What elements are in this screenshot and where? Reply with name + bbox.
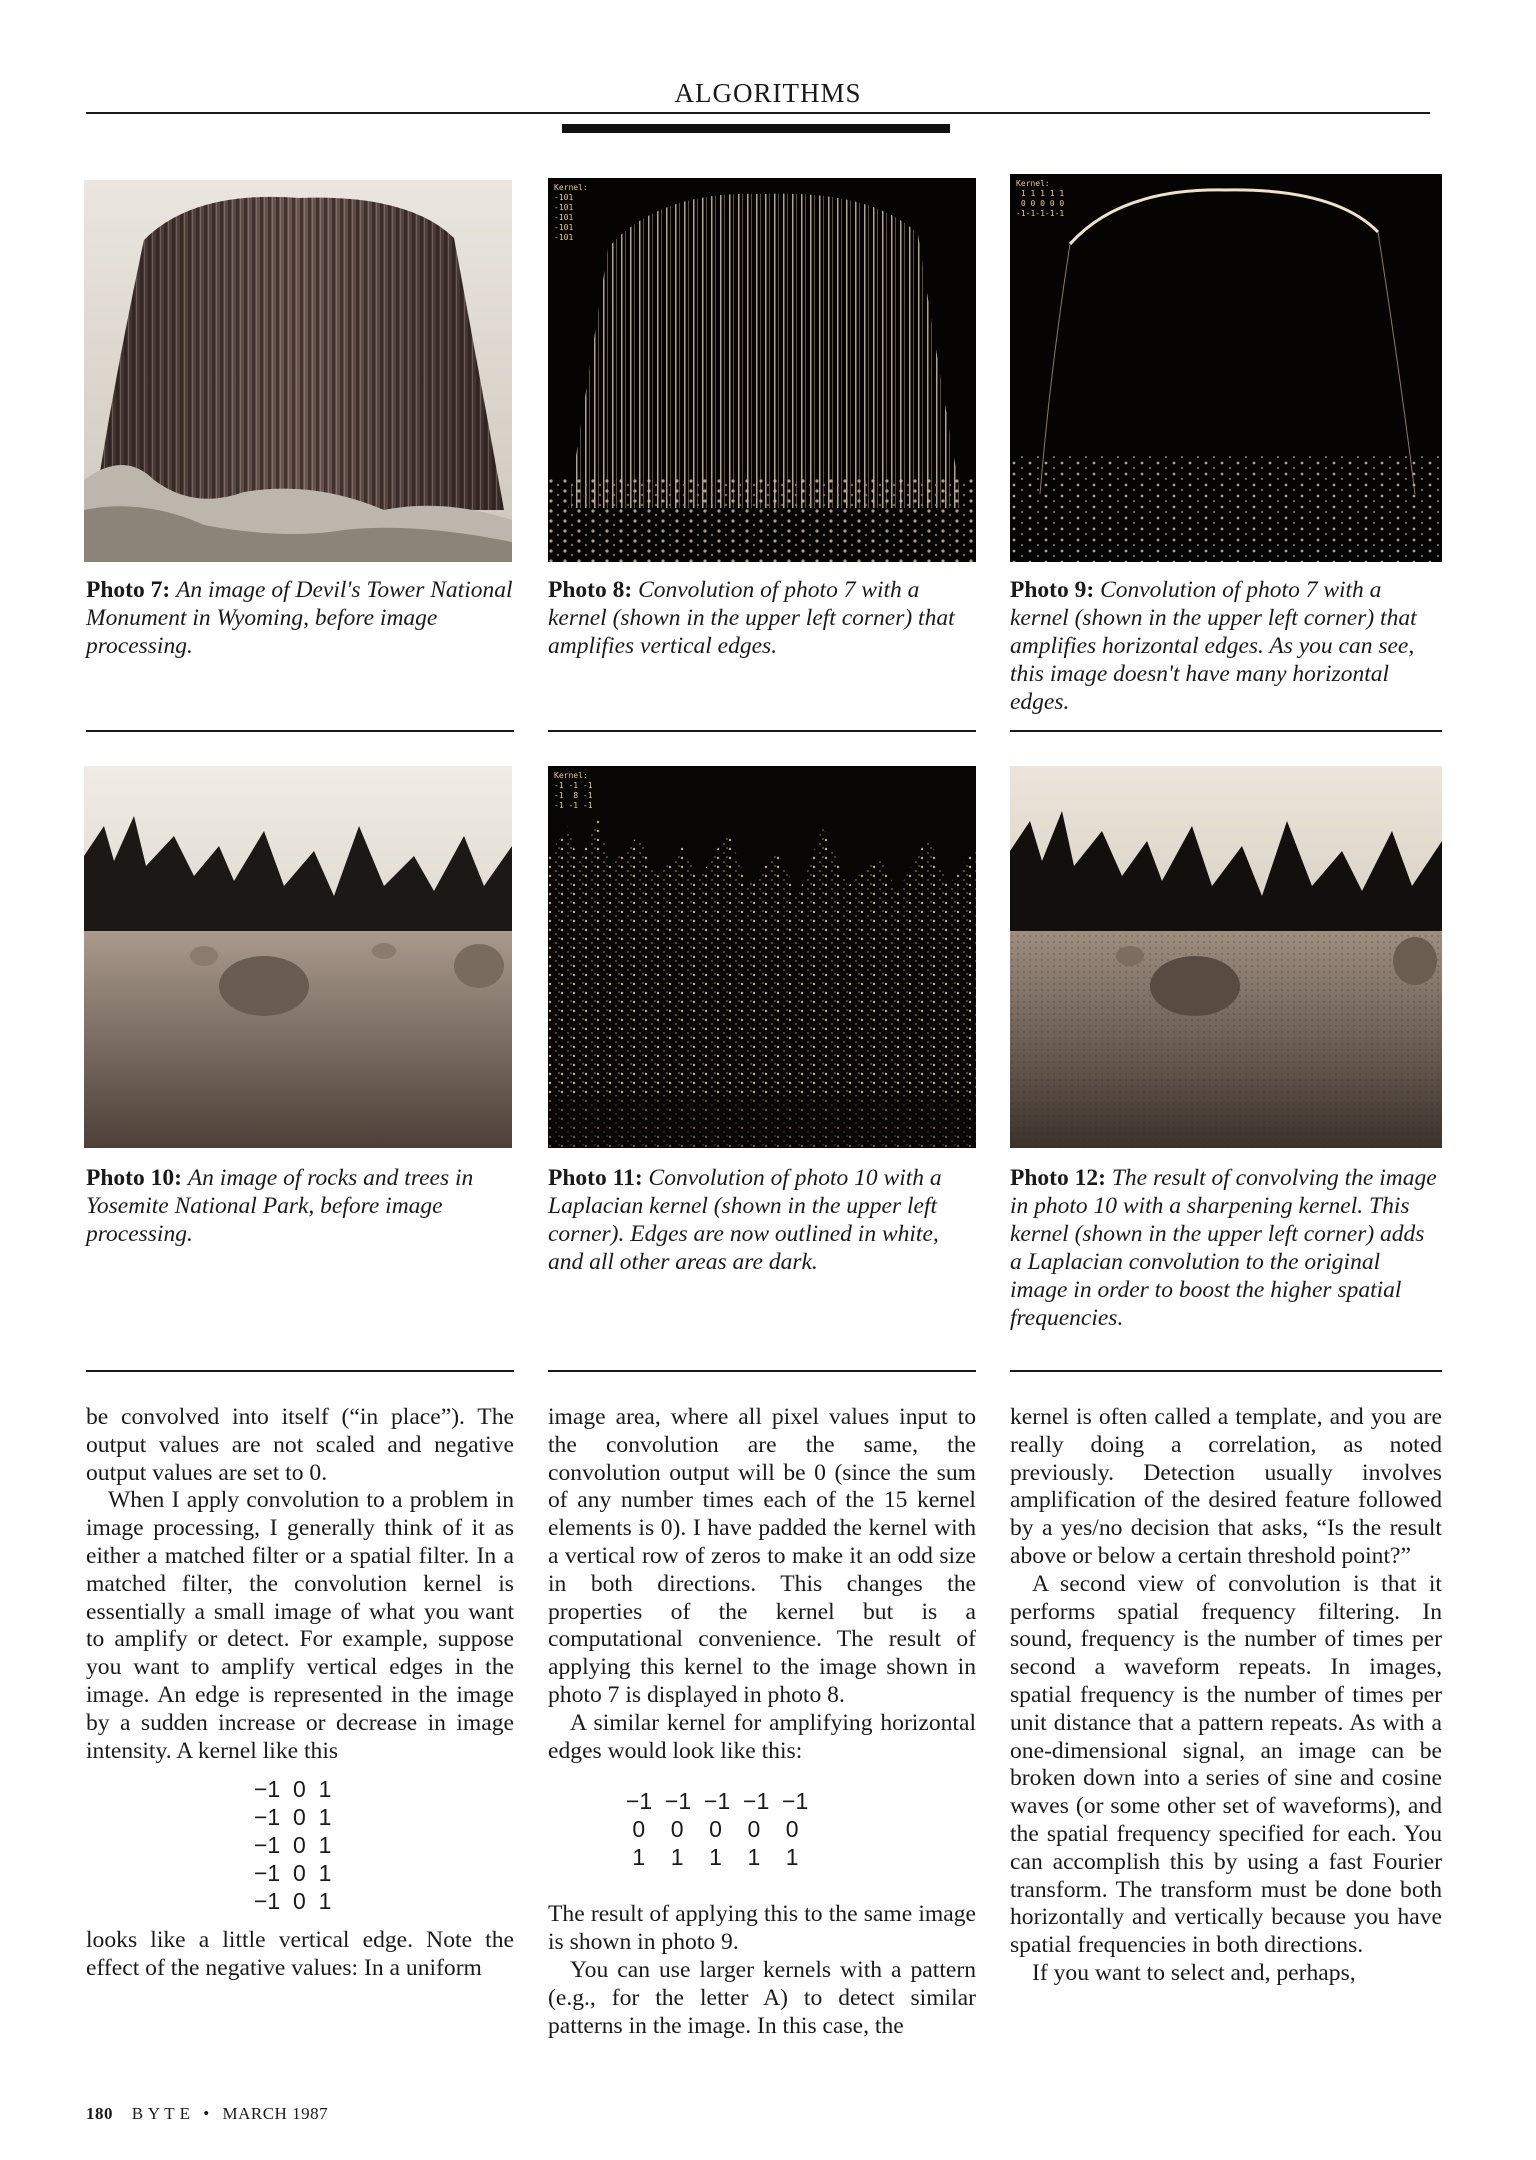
matrix-row: −1 0 1 <box>254 1804 332 1831</box>
caption-rule <box>548 730 976 732</box>
paragraph: A similar kernel for amplifying horizontal edges would look like this: <box>548 1709 976 1764</box>
photo-11-kernel-overlay: Kernel: -1 -1 -1 -1 8 -1 -1 -1 -1 <box>554 771 593 810</box>
photo-12-image <box>1010 766 1442 1148</box>
matrix-row: 1 1 1 1 1 <box>626 1844 799 1871</box>
matrix-row: −1 0 1 <box>254 1860 332 1887</box>
matrix-row: 0 0 0 0 0 <box>626 1816 799 1843</box>
caption-rule <box>86 730 514 732</box>
page-number: 180 <box>86 2104 113 2123</box>
photo-8-kernel-overlay: Kernel: -101 -101 -101 -101 -101 <box>554 183 588 242</box>
photo-12-caption: Photo 12: The result of convolving the image in photo 10 with a sharpening kernel. This kernel (shown in the upper left corner) adds a Laplacian convolution to the original image in order to boost the higher spatial frequencies. <box>1010 1165 1437 1331</box>
section-header: ALGORITHMS <box>674 78 862 108</box>
photo-9-kernel-overlay: Kernel: 1 1 1 1 1 0 0 0 0 0 -1-1-1-1-1 <box>1016 179 1065 218</box>
photo-8-caption: Photo 8: Convolution of photo 7 with a kernel (shown in the upper left corner) that amplifies vertical edges. <box>548 577 955 659</box>
horizontal-kernel-matrix <box>548 1787 976 1871</box>
photo-10-caption: Photo 10: An image of rocks and trees in Yosemite National Park, before image processing. <box>86 1165 474 1247</box>
photo-11-image <box>548 766 976 1148</box>
photo-7-caption: Photo 7: An image of Devil's Tower National Monument in Wyoming, before image processing. <box>86 577 513 659</box>
caption-rule <box>86 1370 514 1372</box>
matrix-row: −1 0 1 <box>254 1776 332 1803</box>
header-bar <box>562 124 950 133</box>
paragraph: When I apply convolution to a problem in image processing, I generally think of it as either a matched filter or a spatial filter. In a matched filter, the convolution kernel is essentially a small image of what you want to amplify or detect. For example, suppose you want to amplify vertical edges in the image. An edge is represented in the image by a sudden increase or decrease in image intensity. A kernel like this <box>86 1487 514 1764</box>
body-column-1 <box>86 1404 514 1983</box>
body-column-3 <box>1010 1404 1442 1988</box>
footer-separator: • <box>203 2104 210 2123</box>
paragraph: A second view of convolution is that it performs spatial frequency filtering. In sound, frequency is the number of times per second a waveform repeats. In images, spatial frequency is the number of times per unit distance that a pattern repeats. As with a one-dimensional signal, an image can be broken down into a series of sine and cosine waves (or some other set of waveforms), and the spatial frequency specified for each. You can accomplish this by using a fast Fourier transform. The transform must be done both horizontally and vertically because you have spatial frequencies in both directions. <box>1010 1570 1442 1959</box>
paragraph: be convolved into itself (“in place”). The output values are not scaled and negative output values are set to 0. <box>86 1404 514 1486</box>
caption-rule <box>548 1370 976 1372</box>
matrix-row: −1 0 1 <box>254 1888 332 1915</box>
header-rule <box>86 112 1430 114</box>
paragraph: image area, where all pixel values input to the convolution are the same, the convolution output will be 0 (since the sum of any number times each of the 15 kernel elements is 0). I have padded the kernel with a vertical row of zeros to make it an odd size in both directions. This changes the properties of the kernel but is a computational convenience. The result of applying this kernel to the image shown in photo 7 is displayed in photo 8. <box>548 1404 976 1708</box>
issue-date: MARCH 1987 <box>222 2104 329 2123</box>
matrix-row: −1 −1 −1 −1 −1 <box>626 1788 809 1815</box>
paragraph: kernel is often called a template, and you are really doing a correlation, as noted previously. Detection usually involves amplification of the desired feature followed by a yes/no decision that asks, “Is the result above or below a certain threshold point?” <box>1010 1404 1442 1569</box>
photo-7-image <box>84 180 512 562</box>
magazine-name: B Y T E <box>131 2104 191 2123</box>
paragraph: looks like a little vertical edge. Note the effect of the negative values: In a uniform <box>86 1927 514 1982</box>
body-column-2 <box>548 1404 976 2040</box>
caption-rule <box>1010 1370 1442 1372</box>
photo-11-caption: Photo 11: Convolution of photo 10 with a Laplacian kernel (shown in the upper left corner). Edges are now outlined in white, and all other areas are dark. <box>548 1165 942 1275</box>
caption-rule <box>1010 730 1442 732</box>
paragraph: The result of applying this to the same image is shown in photo 9. <box>548 1901 976 1956</box>
photo-9-image <box>1010 174 1442 562</box>
matrix-row: −1 0 1 <box>254 1832 332 1859</box>
paragraph: If you want to select and, perhaps, <box>1032 1959 1356 1986</box>
vertical-kernel-matrix <box>86 1775 514 1915</box>
photo-9-caption: Photo 9: Convolution of photo 7 with a kernel (shown in the upper left corner) that amplifies horizontal edges. As you can see, this image doesn't have many horizontal edges. <box>1010 577 1417 715</box>
page-footer <box>86 2104 328 2124</box>
paragraph: You can use larger kernels with a pattern (e.g., for the letter A) to detect similar patterns in the image. In this case, the <box>548 1956 976 2039</box>
photo-8-image <box>548 178 976 562</box>
photo-10-image <box>84 766 512 1148</box>
